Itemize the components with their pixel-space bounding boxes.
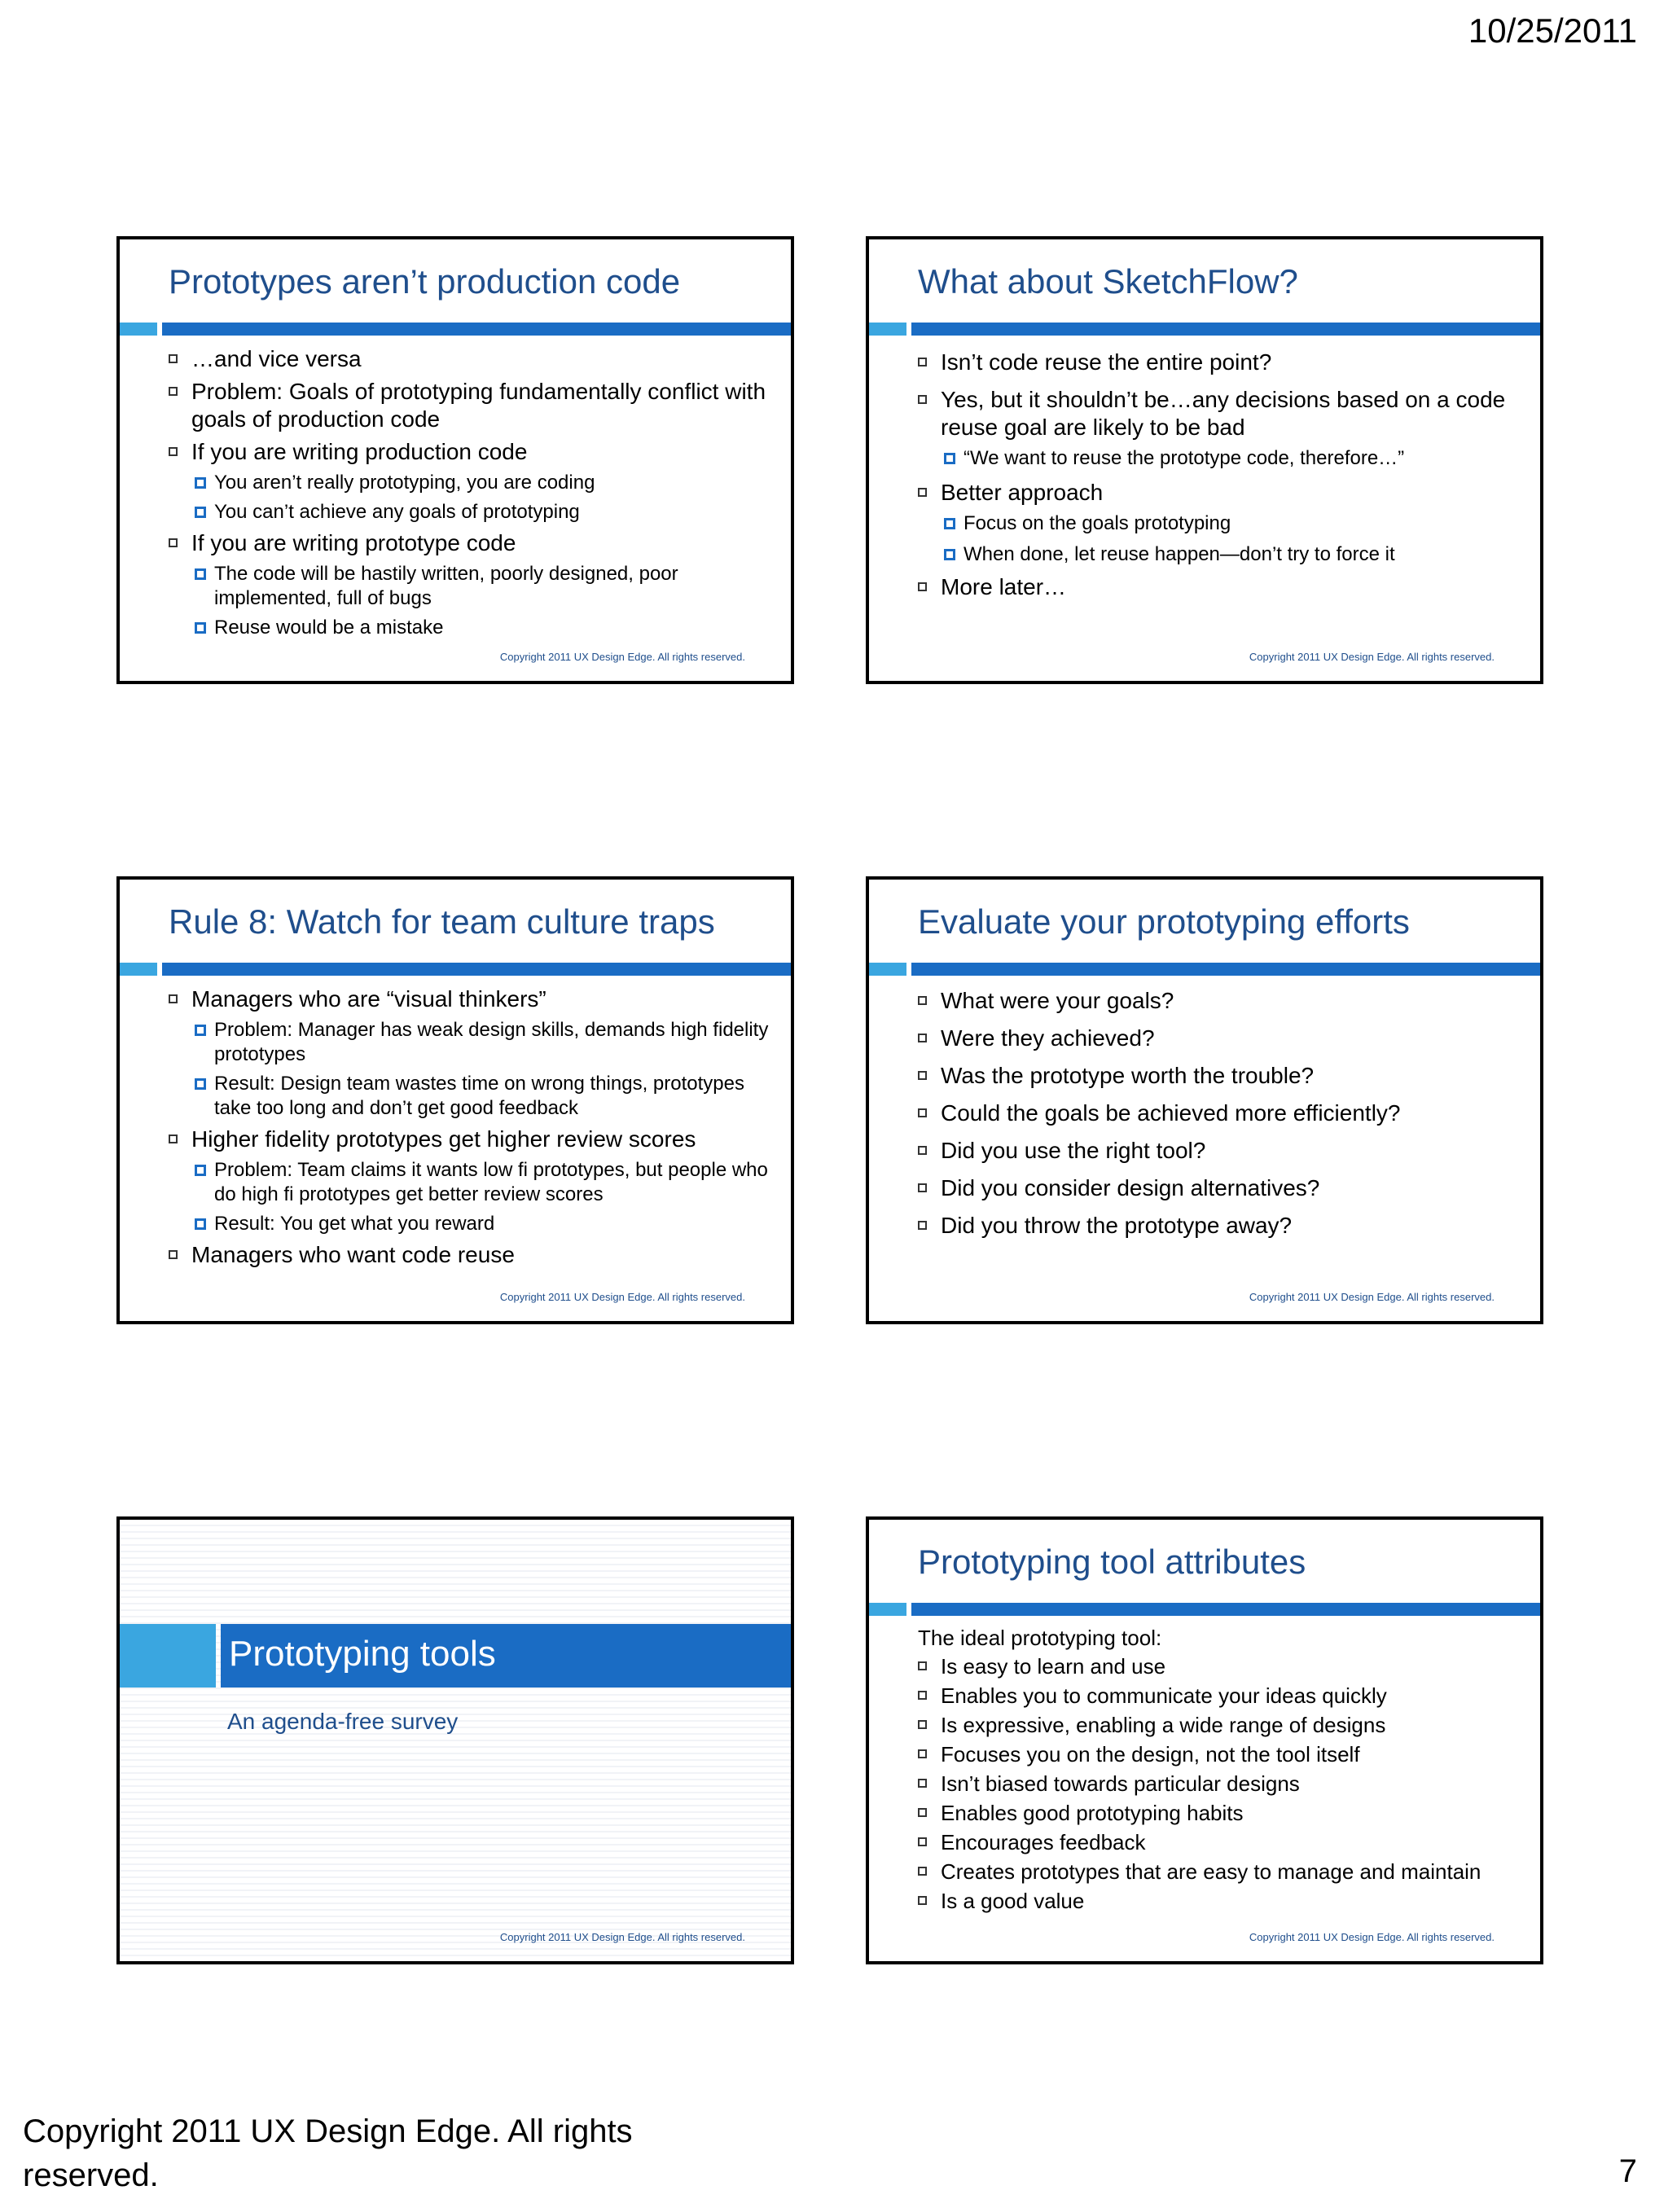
slide-copyright: Copyright 2011 UX Design Edge. All rights reserved.: [499, 651, 745, 663]
square-bullet-icon: [918, 1808, 927, 1817]
bullet-item: Yes, but it shouldn’t be…any decisions based on a code reuse goal are likely to be bad: [918, 386, 1524, 441]
square-bullet-icon: [918, 1108, 927, 1117]
slide-copyright: Copyright 2011 UX Design Edge. All rights reserved.: [1249, 651, 1495, 663]
slide-5: [116, 1516, 794, 1964]
slide-title: Prototypes aren’t production code: [169, 262, 681, 301]
bullet-item: Creates prototypes that are easy to manage and maintain: [918, 1859, 1524, 1885]
bullet-item: More later…: [918, 573, 1524, 601]
bullet-item: Isn’t biased towards particular designs: [918, 1771, 1524, 1797]
square-bullet-icon: [918, 1867, 927, 1876]
square-bullet-icon: [918, 358, 927, 366]
square-bullet-icon: [169, 994, 178, 1003]
square-bullet-icon: [195, 1078, 206, 1090]
square-bullet-icon: [918, 1183, 927, 1192]
slide-3: [116, 876, 794, 1324]
bullet-item: Problem: Goals of prototyping fundamentally conflict with goals of production code: [169, 378, 775, 433]
bullet-item: Is expressive, enabling a wide range of designs: [918, 1712, 1524, 1738]
title-accent-bar: [120, 963, 791, 976]
square-bullet-icon: [918, 1221, 927, 1230]
bullet-item: Were they achieved?: [918, 1025, 1524, 1052]
square-bullet-icon: [944, 518, 955, 529]
title-accent-bar: [869, 323, 1540, 336]
bullet-item: Better approach: [918, 479, 1524, 507]
slide-copyright: Copyright 2011 UX Design Edge. All rights reserved.: [499, 1931, 745, 1943]
square-bullet-icon: [918, 1749, 927, 1758]
square-bullet-icon: [944, 549, 955, 560]
square-bullet-icon: [918, 1779, 927, 1788]
slide-title: Prototyping tool attributes: [918, 1543, 1306, 1581]
square-bullet-icon: [918, 1837, 927, 1846]
title-accent-bar: [120, 323, 791, 336]
bullet-item: Higher fidelity prototypes get higher review scores: [169, 1126, 775, 1153]
slide-6: [866, 1516, 1543, 1964]
slide-body: [918, 987, 1524, 1249]
square-bullet-icon: [195, 568, 206, 580]
bullet-item: What were your goals?: [918, 987, 1524, 1015]
section-accent-cap: [120, 1624, 216, 1688]
bullet-item: …and vice versa: [169, 345, 775, 373]
slide-copyright: Copyright 2011 UX Design Edge. All rights reserved.: [1249, 1931, 1495, 1943]
square-bullet-icon: [944, 453, 955, 464]
square-bullet-icon: [918, 582, 927, 591]
bullet-item: Is a good value: [918, 1888, 1524, 1914]
square-bullet-icon: [195, 1218, 206, 1230]
bullet-item: Did you consider design alternatives?: [918, 1174, 1524, 1202]
square-bullet-icon: [918, 1896, 927, 1905]
bullet-item: Could the goals be achieved more efficiently?: [918, 1099, 1524, 1127]
square-bullet-icon: [918, 395, 927, 404]
section-title-band: [221, 1624, 791, 1688]
sub-bullet-item: When done, let reuse happen—don’t try to force it: [918, 542, 1524, 567]
bullet-item: Is easy to learn and use: [918, 1653, 1524, 1679]
sub-bullet-item: You aren’t really prototyping, you are coding: [169, 471, 775, 495]
slide-title: Evaluate your prototyping efforts: [918, 902, 1410, 941]
sub-bullet-item: Focus on the goals prototyping: [918, 511, 1524, 536]
square-bullet-icon: [195, 477, 206, 489]
square-bullet-icon: [169, 538, 178, 547]
square-bullet-icon: [918, 488, 927, 497]
bullet-item: Enables you to communicate your ideas quickly: [918, 1683, 1524, 1709]
title-accent-bar: [869, 1603, 1540, 1616]
square-bullet-icon: [169, 1250, 178, 1259]
sub-bullet-item: You can’t achieve any goals of prototyping: [169, 500, 775, 524]
square-bullet-icon: [918, 1691, 927, 1700]
bullet-item: Isn’t code reuse the entire point?: [918, 349, 1524, 376]
bullet-item: Focuses you on the design, not the tool itself: [918, 1741, 1524, 1767]
square-bullet-icon: [169, 354, 178, 363]
slide-copyright: Copyright 2011 UX Design Edge. All rights reserved.: [499, 1291, 745, 1303]
slide-title: What about SketchFlow?: [918, 262, 1298, 301]
bullet-item: Encourages feedback: [918, 1829, 1524, 1855]
square-bullet-icon: [195, 1165, 206, 1176]
bullet-item: Managers who are “visual thinkers”: [169, 985, 775, 1013]
page-footer-copyright: Copyright 2011 UX Design Edge. All rights reserved.: [23, 2113, 633, 2193]
slide-intro-text: The ideal prototyping tool:: [918, 1626, 1162, 1650]
section-title: Prototyping tools: [229, 1634, 496, 1674]
sub-bullet-item: Result: You get what you reward: [169, 1212, 775, 1236]
bullet-item: If you are writing production code: [169, 438, 775, 466]
slide-1: [116, 236, 794, 684]
square-bullet-icon: [169, 387, 178, 396]
page-date: 10/25/2011: [1468, 11, 1637, 50]
section-subtitle: An agenda-free survey: [227, 1709, 459, 1734]
title-accent-bar: [869, 963, 1540, 976]
square-bullet-icon: [169, 1135, 178, 1143]
sub-bullet-item: “We want to reuse the prototype code, therefore…”: [918, 446, 1524, 471]
sub-bullet-item: The code will be hastily written, poorly designed, poor implemented, full of bugs: [169, 562, 775, 611]
page-number: 7: [1618, 2153, 1637, 2189]
bullet-item: Enables good prototyping habits: [918, 1800, 1524, 1826]
square-bullet-icon: [195, 622, 206, 634]
sub-bullet-item: Result: Design team wastes time on wrong things, prototypes take too long and don’t get good feedback: [169, 1072, 775, 1121]
slide-4: [866, 876, 1543, 1324]
square-bullet-icon: [169, 447, 178, 456]
square-bullet-icon: [918, 1071, 927, 1080]
bullet-item: Managers who want code reuse: [169, 1241, 775, 1269]
square-bullet-icon: [918, 1034, 927, 1042]
slide-copyright: Copyright 2011 UX Design Edge. All rights reserved.: [1249, 1291, 1495, 1303]
square-bullet-icon: [195, 1025, 206, 1036]
square-bullet-icon: [918, 1146, 927, 1155]
sub-bullet-item: Reuse would be a mistake: [169, 616, 775, 640]
square-bullet-icon: [918, 1661, 927, 1670]
sub-bullet-item: Problem: Team claims it wants low fi prototypes, but people who do high fi prototypes get better review scores: [169, 1158, 775, 1207]
slide-body: [169, 982, 775, 1274]
bullet-item: If you are writing prototype code: [169, 529, 775, 557]
square-bullet-icon: [918, 996, 927, 1005]
sub-bullet-item: Problem: Manager has weak design skills, demands high fidelity prototypes: [169, 1018, 775, 1067]
square-bullet-icon: [195, 507, 206, 518]
slide-body: [918, 345, 1524, 606]
slide-body: [918, 1624, 1524, 1917]
bullet-item: Was the prototype worth the trouble?: [918, 1062, 1524, 1090]
slide-body: [169, 342, 775, 645]
bullet-item: Did you throw the prototype away?: [918, 1212, 1524, 1240]
bullet-item: Did you use the right tool?: [918, 1137, 1524, 1165]
slide-2: [866, 236, 1543, 684]
slide-title: Rule 8: Watch for team culture traps: [169, 902, 715, 941]
square-bullet-icon: [918, 1720, 927, 1729]
